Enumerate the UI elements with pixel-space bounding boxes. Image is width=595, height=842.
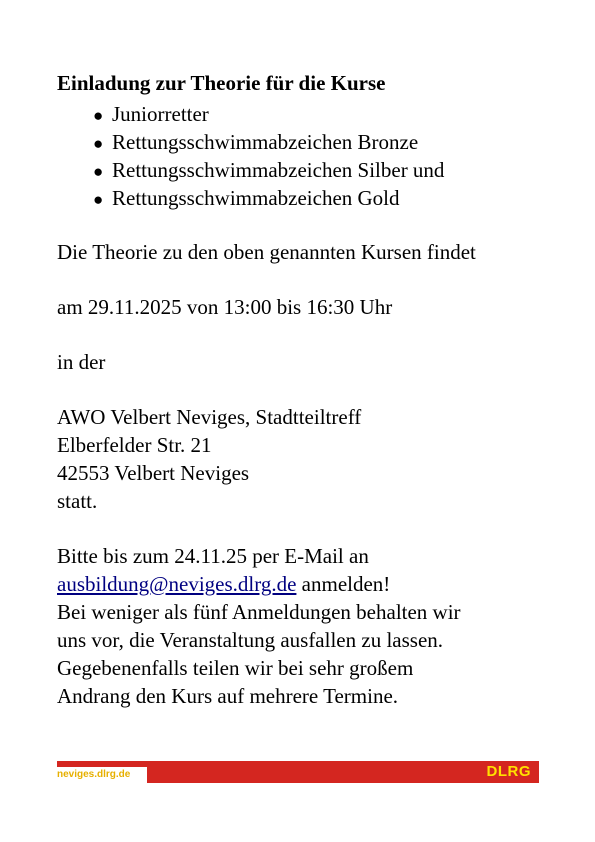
address-line: AWO Velbert Neviges, Stadtteiltreff <box>57 405 362 429</box>
date-line: am 29.11.2025 von 13:00 bis 16:30 Uhr <box>57 295 393 319</box>
list-item: ● Rettungsschwimmabzeichen Silber und <box>92 156 547 184</box>
registration-suffix: anmelden! <box>296 572 391 596</box>
bullet-icon: ● <box>93 190 104 209</box>
location-intro: in der <box>57 350 106 374</box>
bullet-icon: ● <box>93 162 104 181</box>
bullet-icon: ● <box>93 134 104 153</box>
registration-line: Andrang den Kurs auf mehrere Termine. <box>57 684 399 708</box>
registration-line: uns vor, die Veranstaltung ausfallen zu lassen. <box>57 628 444 652</box>
intro-text: Die Theorie zu den oben genannten Kursen findet <box>57 240 476 264</box>
list-item: ● Juniorretter <box>92 100 547 128</box>
document-body <box>57 70 547 710</box>
page-title: Einladung zur Theorie für die Kurse <box>57 71 386 95</box>
footer-url[interactable]: neviges.dlrg.de <box>57 767 147 783</box>
bullet-icon: ● <box>93 106 104 125</box>
registration-line: Gegebenenfalls teilen wir bei sehr großem <box>57 656 414 680</box>
address-line: statt. <box>57 489 98 513</box>
registration-block <box>57 542 547 710</box>
footer-bar <box>57 761 539 783</box>
address-line: 42553 Velbert Neviges <box>57 461 250 485</box>
dlrg-logo-text: DLRG <box>486 763 531 780</box>
email-link[interactable]: ausbildung@neviges.dlrg.de <box>57 572 297 596</box>
course-list <box>57 100 547 212</box>
list-item: ● Rettungsschwimmabzeichen Gold <box>92 184 547 212</box>
registration-line: Bitte bis zum 24.11.25 per E-Mail an <box>57 544 369 568</box>
registration-email-line <box>57 570 547 598</box>
address-block <box>57 403 547 515</box>
address-line: Elberfelder Str. 21 <box>57 433 212 457</box>
registration-line: Bei weniger als fünf Anmeldungen behalten wir <box>57 600 461 624</box>
list-item: ● Rettungsschwimmabzeichen Bronze <box>92 128 547 156</box>
